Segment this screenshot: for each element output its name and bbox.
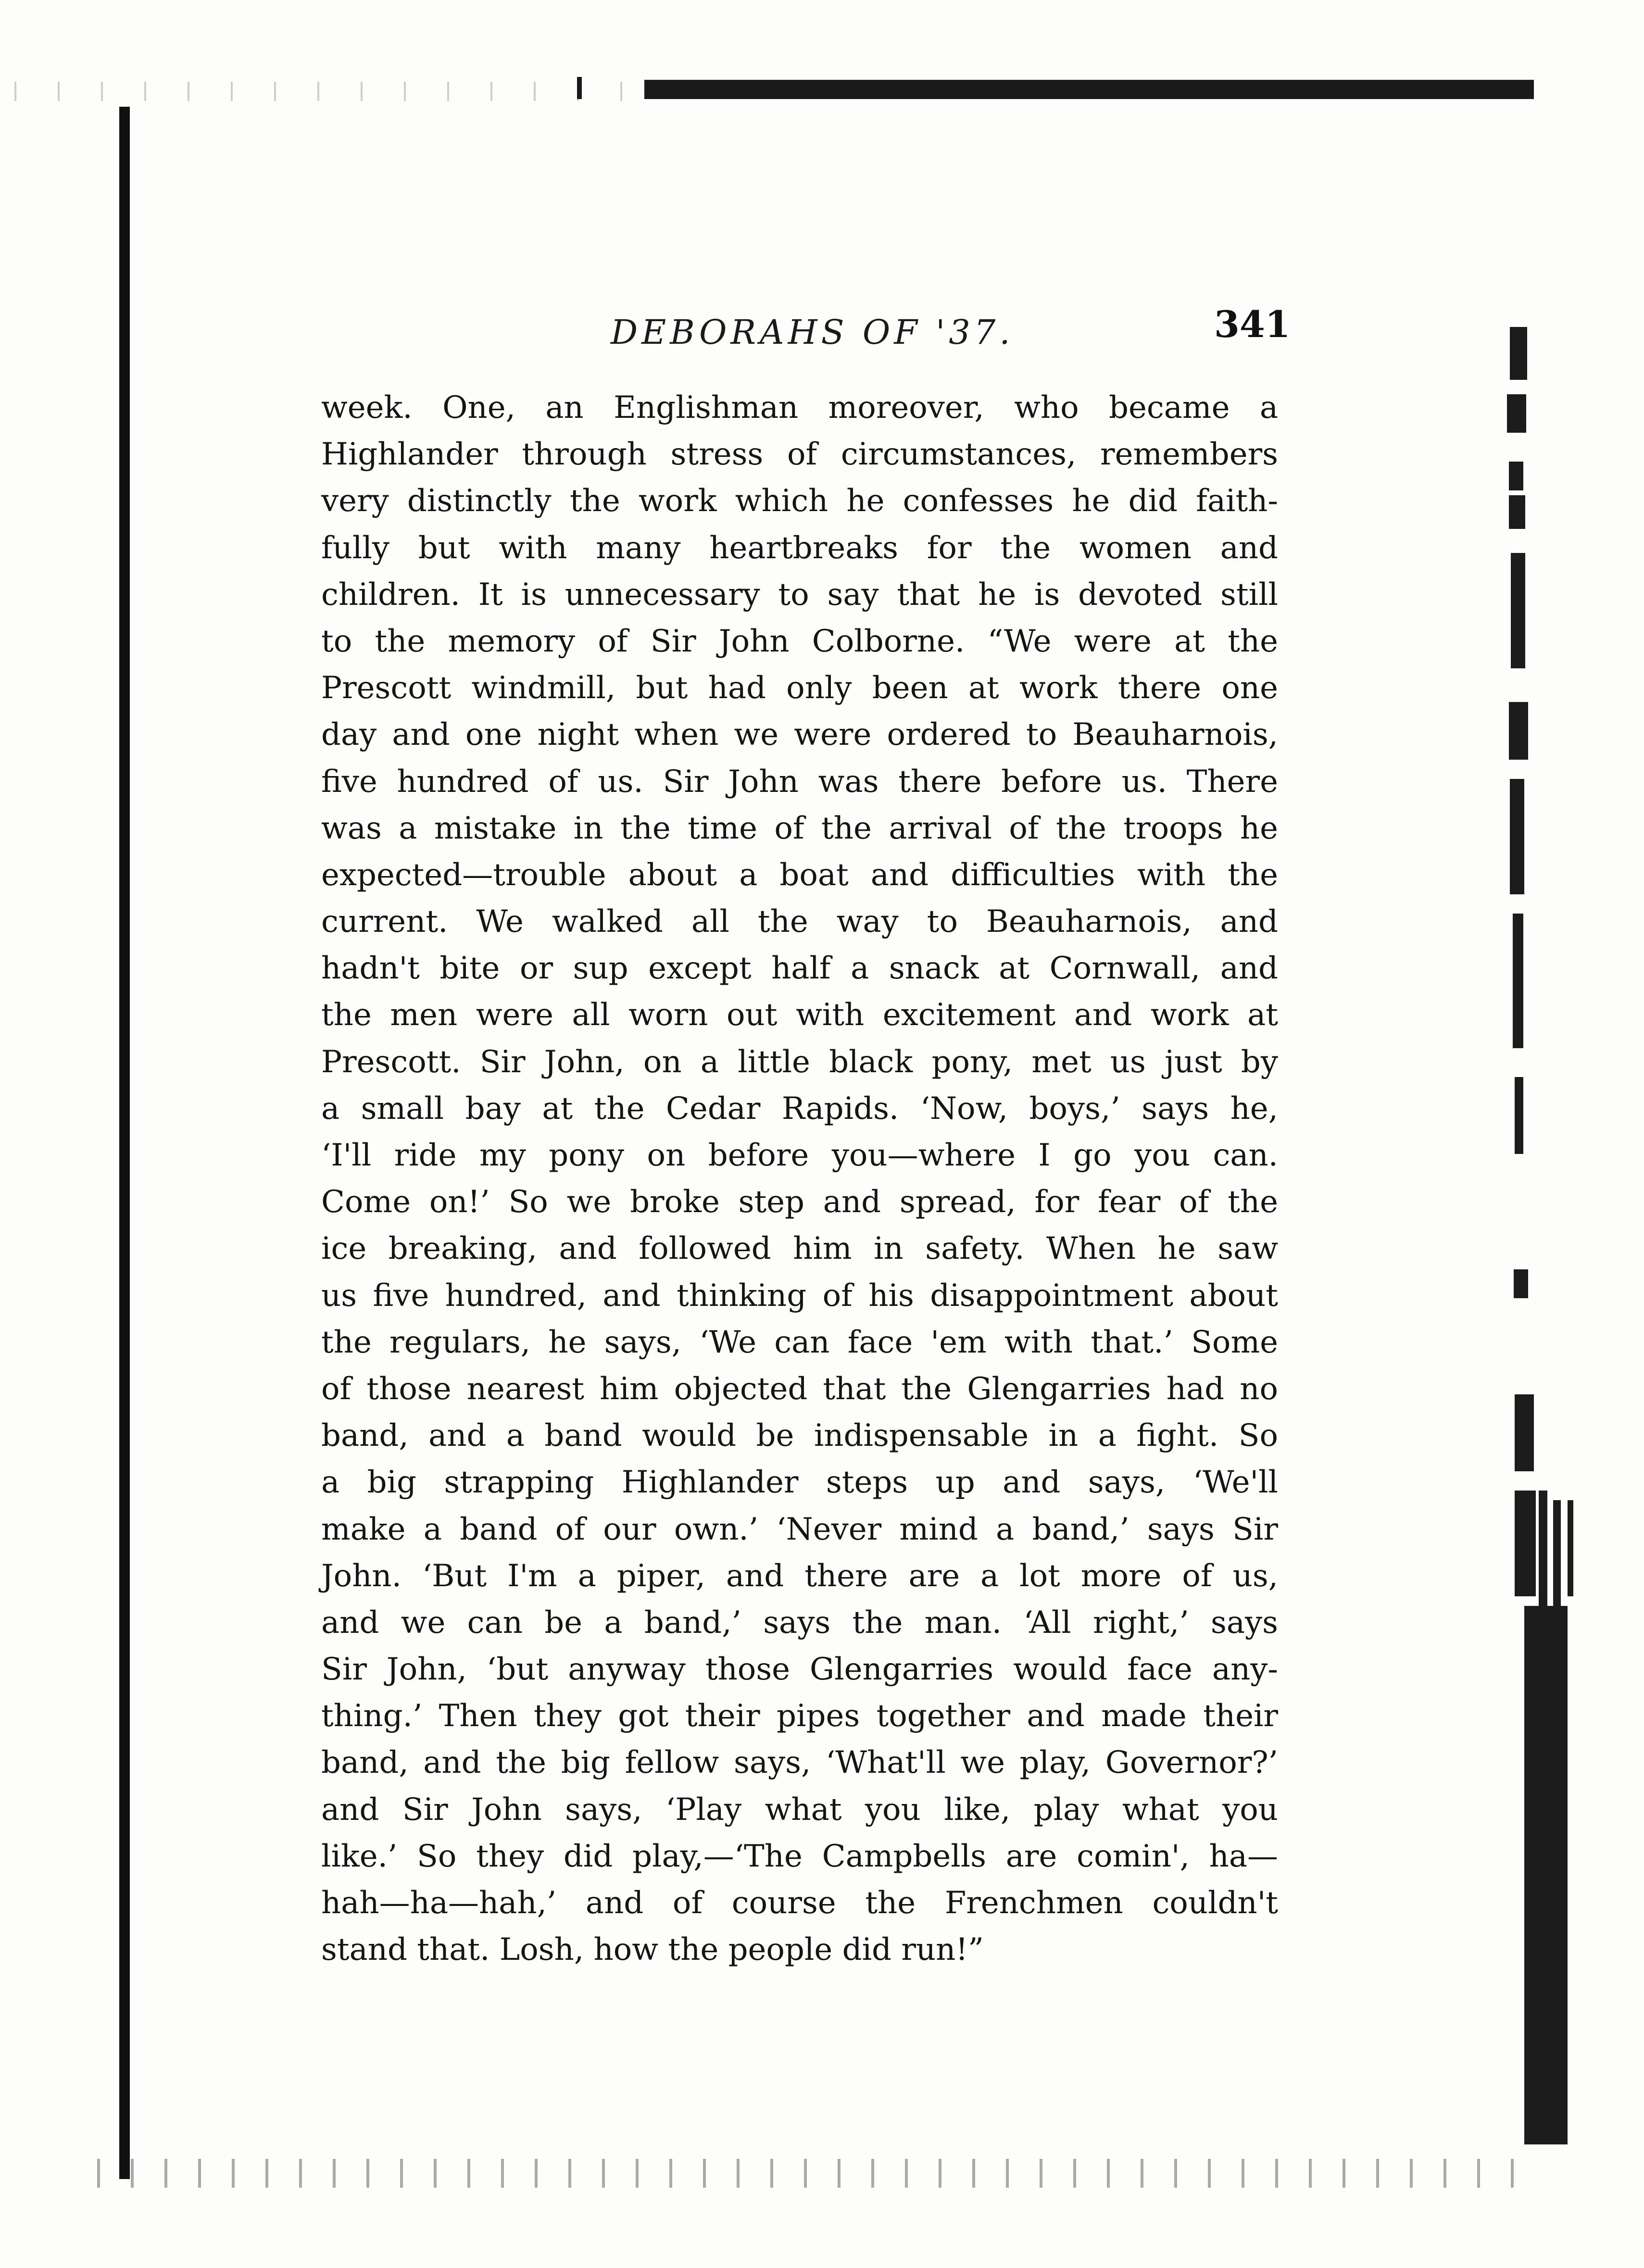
text-line: of those nearest him objected that the Glengarries had no <box>321 1371 1278 1407</box>
text-line: like.’ So they did play,—‘The Campbells are comin', ha— <box>321 1838 1278 1874</box>
running-head: DEBORAHS OF '37. <box>611 313 1014 352</box>
text-line: ‘I'll ride my pony on before you—where I go you can. <box>321 1138 1278 1173</box>
text-line: hadn't bite or sup except half a snack at Cornwall, and <box>321 951 1278 987</box>
text-line: to the memory of Sir John Colborne. “We were at the <box>321 623 1278 659</box>
scan-noise-bottom <box>87 2159 1519 2188</box>
text-line: thing.’ Then they got their pipes together and made their <box>321 1698 1278 1734</box>
text-line: stand that. Losh, how the people did run!” <box>321 1932 984 1968</box>
text-line: the men were all worn out with excitement and work at <box>321 997 1278 1033</box>
page-left-margin-rule <box>119 107 130 2179</box>
text-line: very distinctly the work which he confesses he did faith- <box>321 483 1278 519</box>
text-line: ice breaking, and followed him in safety. When he saw <box>321 1231 1278 1267</box>
text-line: fully but with many heartbreaks for the women and <box>321 530 1278 566</box>
text-line: hah—ha—hah,’ and of course the Frenchmen couldn't <box>321 1885 1278 1921</box>
text-line: a small bay at the Cedar Rapids. ‘Now, boys,’ says he, <box>321 1090 1278 1127</box>
page-header <box>0 303 1644 361</box>
text-line: day and one night when we were ordered to Beauharnois, <box>321 717 1278 753</box>
text-line: Highlander through stress of circumstances, remembers <box>321 437 1278 473</box>
scan-mark-top <box>577 77 582 99</box>
text-line: band, and a band would be indispensable in a fight. So <box>321 1418 1278 1454</box>
text-line: week. One, an Englishman moreover, who became a <box>321 390 1278 426</box>
text-line: Prescott. Sir John, on a little black pony, met us just by <box>321 1044 1278 1080</box>
text-line: expected—trouble about a boat and difficulties with the <box>321 857 1278 893</box>
text-line: was a mistake in the time of the arrival of the troops he <box>321 810 1278 846</box>
text-line: John. ‘But I'm a piper, and there are a lot more of us, <box>321 1558 1278 1594</box>
text-line: current. We walked all the way to Beauharnois, and <box>321 904 1278 940</box>
text-line: Sir John, ‘but anyway those Glengarries would face any- <box>321 1652 1278 1688</box>
text-line: the regulars, he says, ‘We can face 'em with that.’ Some <box>321 1324 1278 1360</box>
scan-binding-edge <box>1500 96 1606 2164</box>
body-text <box>321 385 1278 1973</box>
text-line: make a band of our own.’ ‘Never mind a band,’ says Sir <box>321 1511 1278 1547</box>
text-line: children. It is unnecessary to say that he is devoted still <box>321 576 1278 613</box>
text-line: Come on!’ So we broke step and spread, for fear of the <box>321 1184 1278 1220</box>
page-number: 341 <box>1214 303 1291 346</box>
text-line: five hundred of us. Sir John was there before us. There <box>321 764 1278 800</box>
scan-noise-top <box>0 82 635 101</box>
text-line: band, and the big fellow says, ‘What'll we play, Governor?’ <box>321 1745 1278 1781</box>
text-line: Prescott windmill, but had only been at work there one <box>321 670 1278 706</box>
text-line: and we can be a band,’ says the man. ‘All right,’ says <box>321 1604 1278 1641</box>
text-line: and Sir John says, ‘Play what you like, play what you <box>321 1792 1278 1828</box>
text-line: a big strapping Highlander steps up and says, ‘We'll <box>321 1465 1278 1501</box>
text-line: us five hundred, and thinking of his disappointment about <box>321 1278 1278 1314</box>
scan-bar-top <box>644 80 1534 99</box>
